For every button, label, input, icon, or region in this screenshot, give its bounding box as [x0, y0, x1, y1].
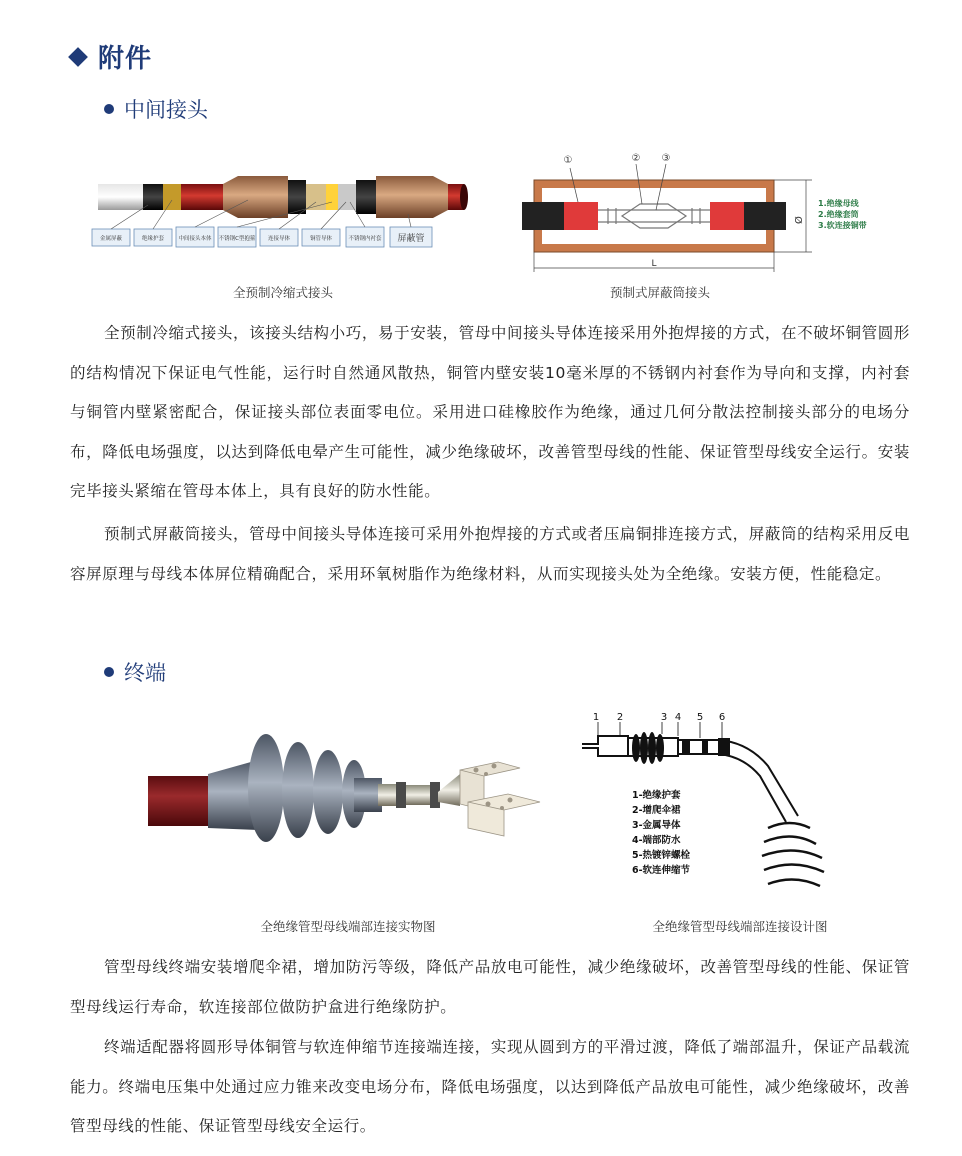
- page-title: 附件: [98, 44, 153, 74]
- fig1-label-1: 金属屏蔽: [99, 236, 123, 242]
- shield-tube: [376, 176, 448, 218]
- cold-shrink-joint-figure: [88, 170, 478, 260]
- fig4-number-6: 6: [718, 712, 726, 723]
- fig2-marker-3: ③: [661, 153, 671, 164]
- liner: [338, 184, 356, 210]
- section-heading: [68, 38, 152, 75]
- bullet-icon: [104, 667, 114, 677]
- fig4-number-1: 1: [592, 712, 600, 723]
- subsection-title: 终端: [124, 661, 166, 685]
- fig4-number-5: 5: [696, 712, 704, 723]
- fig1-label-7: 不锈钢内衬套: [348, 236, 382, 242]
- fig2-legend-1: 1.绝缘母线: [818, 199, 859, 208]
- subsection-title: 中间接头: [124, 98, 208, 122]
- fig2-dim-diameter: Ø: [794, 216, 805, 224]
- fig1-caption: 全预制冷缩式接头: [232, 285, 333, 300]
- tube-end: [460, 184, 468, 210]
- c-clamp: [326, 184, 338, 210]
- subsection-heading-terminal: [104, 657, 166, 687]
- fig3-caption: 全绝缘管型母线端部连接实物图: [260, 919, 436, 934]
- fig4-legend-5: 5-热镀锌螺栓: [632, 850, 691, 861]
- fig4-legend-3: 3-金属导体: [632, 820, 681, 831]
- fig1-label-8: 屏蔽管: [397, 234, 425, 244]
- fig2-marker-1: ①: [563, 155, 573, 166]
- joint-cut: [288, 180, 306, 214]
- white-sheath: [98, 184, 143, 210]
- fig2-dim-length: L: [651, 259, 657, 269]
- terminal-photo-figure: [148, 718, 548, 848]
- fig1-label-3: 中间接头本体: [178, 236, 212, 242]
- paragraph-2: 预制式屏蔽筒接头，管母中间接头导体连接可采用外抱焊接的方式或者压扁铜排连接方式，屏蔽筒的结构采用反电容屏原理与母线本体屏位精确配合，采用环氧树脂作为绝缘材料，从而实现接头处为全绝缘。安装方便，性能稳定。: [70, 525, 910, 583]
- fig1-label-5: 连接导体: [267, 236, 291, 242]
- gold-band: [163, 184, 181, 210]
- fig1-label-4: 不锈钢C型抱箍: [218, 236, 256, 242]
- terminal-design-figure: [578, 706, 868, 896]
- fig4-legend-4: 4-端部防水: [632, 835, 681, 846]
- fig4-legend-1: 1-绝缘护套: [632, 790, 681, 801]
- fig4-legend-2: 2-增爬伞裙: [632, 805, 681, 816]
- red-insulation: [181, 184, 223, 210]
- bullet-icon: [104, 104, 114, 114]
- fig2-legend-2: 2.绝缘套筒: [818, 210, 859, 219]
- shield-tube-joint-figure: [512, 150, 872, 278]
- joint-body: [223, 176, 288, 218]
- fig4-number-3: 3: [660, 712, 668, 723]
- paragraph-3: 管型母线终端安装增爬伞裙，增加防污等级，降低产品放电可能性，减少绝缘破坏，改善管型母线的性能、保证管型母线运行寿命，软连接部位做防护盒进行绝缘防护。: [70, 958, 910, 1016]
- fig4-legend-6: 6-软连伸缩节: [632, 865, 691, 876]
- fig4-number-2: 2: [616, 712, 624, 723]
- fig1-label-2: 绝缘护套: [141, 236, 165, 242]
- subsection-heading-joint: [104, 94, 208, 124]
- paragraph-1: 全预制冷缩式接头，该接头结构小巧，易于安装，管母中间接头导体连接采用外抱焊接的方式，在不破坏铜管圆形的结构情况下保证电气性能，运行时自然通风散热，铜管内壁安装10毫米厚的不锈钢内衬套作为导向和支撑，内衬套与铜管内壁紧密配合，保证接头部位表面零电位。采用进口硅橡胶作为绝缘，通过几何分散法控制接头部分的电场分布，降低电场强度，以达到降低电晕产生可能性，减少绝缘破坏，改善管型母线的性能、保证管型母线安全运行。安装完毕接头紧缩在管母本体上，具有良好的防水性能。: [70, 324, 910, 501]
- joint-cut-2: [356, 180, 376, 214]
- fig4-caption: 全绝缘管型母线端部连接设计图: [652, 919, 828, 934]
- fig2-legend-3: 3.软连接铜带: [818, 221, 867, 230]
- fig1-label-6: 铜管导体: [309, 236, 333, 242]
- fig2-caption: 预制式屏蔽筒接头: [609, 285, 710, 300]
- paragraph-4: 终端适配器将圆形导体铜管与软连伸缩节连接端连接，实现从圆到方的平滑过渡，降低了端部温升，保证产品载流能力。终端电压集中处通过应力锥来改变电场分布，降低电场强度，以达到降低产品放电可能性，减少绝缘破坏，改善管型母线的性能、保证管型母线安全运行。: [70, 1038, 910, 1136]
- fig2-marker-2: ②: [631, 153, 641, 164]
- fig4-number-4: 4: [674, 712, 682, 723]
- diamond-icon: [68, 47, 88, 67]
